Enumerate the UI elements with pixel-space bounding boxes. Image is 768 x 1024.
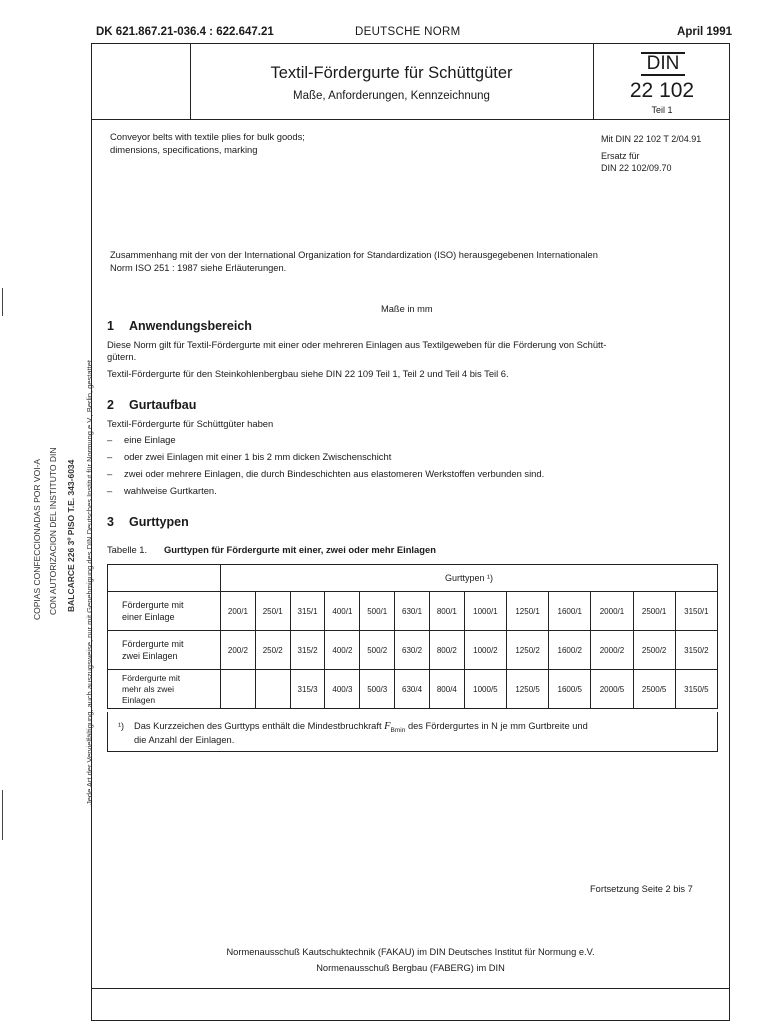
table-header-row	[108, 565, 718, 592]
page-frame	[91, 43, 730, 1021]
table-cell: 800/1	[429, 592, 464, 631]
table-cell: 2500/1	[633, 592, 675, 631]
table-cell	[255, 670, 290, 709]
section-2-heading: Gurtaufbau	[129, 398, 197, 412]
table-cell: 1250/5	[506, 670, 548, 709]
table-cell: 500/1	[360, 592, 395, 631]
footnote-text-a: Das Kurzzeichen des Gurttyps enthält die Mindestbruchkraft	[134, 721, 382, 731]
row-label-line: einer Einlage	[122, 612, 175, 622]
list-dash: –	[107, 451, 113, 462]
row-label	[108, 631, 221, 670]
section-2-intro: Textil-Fördergurte für Schüttgüter haben	[107, 418, 274, 429]
table-cell: 1600/1	[549, 592, 591, 631]
row-label	[108, 670, 221, 709]
table-cell: 2500/5	[633, 670, 675, 709]
table-cell: 1000/5	[464, 670, 506, 709]
units-note: Maße in mm	[381, 304, 433, 314]
list-item-3: zwei oder mehrere Einlagen, die durch Bindeschichten aus elastomeren Werkstoffen verbunden sind.	[124, 468, 545, 479]
table-corner-cell	[108, 565, 221, 592]
table-cell: 200/1	[221, 592, 256, 631]
footer-line-2: Normenausschuß Bergbau (FABERG) im DIN	[316, 963, 505, 973]
table-cell: 3150/5	[675, 670, 717, 709]
table-cell: 1600/2	[549, 631, 591, 670]
list-dash: –	[107, 468, 113, 479]
iso-note-line-2: Norm ISO 251 : 1987 siehe Erläuterungen.	[110, 263, 287, 273]
table-cell: 630/4	[395, 670, 430, 709]
table-cell: 2000/1	[591, 592, 633, 631]
section-1-para-1-line-1: Diese Norm gilt für Textil-Fördergurte mit einer oder mehreren Einlagen aus Textilgeweben für die Förderung von Schütt-	[107, 339, 607, 350]
english-title-line-2: dimensions, specifications, marking	[110, 144, 258, 155]
belt-types-table	[107, 564, 718, 709]
stamp-line-3: BALCARCE 226 3º PISO T.E. 343-6034	[66, 459, 76, 612]
table-cell: 1000/1	[464, 592, 506, 631]
dk-number: DK 621.867.21-036.4 : 622.647.21	[96, 26, 274, 38]
list-dash: –	[107, 434, 113, 445]
table-cell: 3150/1	[675, 592, 717, 631]
table-cell: 630/2	[395, 631, 430, 670]
table-row	[108, 592, 718, 631]
footer-divider	[91, 988, 730, 989]
section-1-heading: Anwendungsbereich	[129, 319, 252, 333]
force-subscript: Bmin	[390, 726, 406, 734]
section-2-number: 2	[107, 398, 114, 412]
table-cell: 400/1	[325, 592, 360, 631]
table-cell: 2000/2	[591, 631, 633, 670]
table-cell: 500/3	[360, 670, 395, 709]
table-cell: 200/2	[221, 631, 256, 670]
table-cell: 315/2	[290, 631, 325, 670]
section-3-number: 3	[107, 515, 114, 529]
table-cell: 400/2	[325, 631, 360, 670]
table-cell: 1000/2	[464, 631, 506, 670]
table-cell: 250/2	[255, 631, 290, 670]
english-title-line-1: Conveyor belts with textile plies for bulk goods;	[110, 131, 305, 142]
list-dash: –	[107, 485, 113, 496]
table-cell: 1250/2	[506, 631, 548, 670]
row-label-line: Einlagen	[122, 694, 156, 705]
footnote-text-b: des Fördergurtes in N je mm Gurtbreite und	[407, 721, 588, 731]
force-symbol: F	[384, 721, 391, 732]
reference-line-1: Mit DIN 22 102 T 2/04.91	[601, 134, 702, 144]
row-label	[108, 592, 221, 631]
copyright-notice: Jede Art der Vervielfältigung, auch auszugsweise, nur mit Genehmigung des DIN Deutsches Institut für Normung e.V., Berlin, gestattet.	[85, 357, 94, 805]
reference-line-2: Ersatz für	[601, 151, 640, 161]
table-cell	[221, 670, 256, 709]
table-caption-prefix: Tabelle 1.	[107, 544, 148, 555]
list-item-4: wahlweise Gurtkarten.	[124, 485, 217, 496]
table-caption: Gurttypen für Fördergurte mit einer, zwei oder mehr Einlagen	[164, 544, 436, 555]
footnote-line-2: die Anzahl der Einlagen.	[134, 735, 235, 745]
table-cell: 3150/2	[675, 631, 717, 670]
section-1-para-1-line-2: gütern.	[107, 351, 137, 362]
norm-type: DEUTSCHE NORM	[355, 26, 461, 38]
table-cell: 400/3	[325, 670, 360, 709]
margin-mark-top	[2, 288, 3, 316]
footnote-mark: ¹)	[118, 721, 124, 731]
document-title: Textil-Fördergurte für Schüttgüter	[270, 64, 513, 82]
table-cell: 800/4	[429, 670, 464, 709]
table-cell: 2500/2	[633, 631, 675, 670]
list-item-2: oder zwei Einlagen mit einer 1 bis 2 mm dicken Zwischenschicht	[124, 451, 392, 462]
list-item-1: eine Einlage	[124, 434, 176, 445]
margin-mark-bottom	[2, 790, 3, 840]
table-cell: 800/2	[429, 631, 464, 670]
stamp-line-1: COPIAS CONFECCIONADAS POR VOI-A	[32, 458, 42, 620]
section-3-heading: Gurttypen	[129, 515, 189, 529]
column-header: Gurttypen ¹)	[221, 565, 718, 592]
din-logo: DIN	[641, 52, 685, 76]
section-1-para-2: Textil-Fördergurte für den Steinkohlenbergbau siehe DIN 22 109 Teil 1, Teil 2 und Teil 4 bis Teil 6.	[107, 368, 509, 379]
row-label-line: Fördergurte mit	[122, 672, 181, 683]
table-cell: 315/3	[290, 670, 325, 709]
reference-line-3: DIN 22 102/09.70	[601, 163, 672, 173]
din-number: 22 102	[629, 79, 695, 102]
publication-date: April 1991	[677, 26, 732, 38]
document-subtitle: Maße, Anforderungen, Kennzeichnung	[293, 90, 490, 102]
table-cell: 1600/5	[549, 670, 591, 709]
row-label-line: Fördergurte mit	[122, 600, 184, 610]
part-number: Teil 1	[651, 105, 673, 115]
table-row	[108, 631, 718, 670]
iso-note-line-1: Zusammenhang mit der von der International Organization for Standardization (ISO) herausgegebenen Internationalen	[110, 250, 598, 260]
stamp-line-2: CON AUTORIZACION DEL INSTITUTO DIN	[48, 447, 58, 615]
table-cell: 2000/5	[591, 670, 633, 709]
table-cell: 250/1	[255, 592, 290, 631]
section-1-number: 1	[107, 319, 114, 333]
table-footnote	[107, 712, 718, 752]
table-row	[108, 670, 718, 709]
table-cell: 315/1	[290, 592, 325, 631]
row-label-line: mehr als zwei	[122, 683, 174, 694]
table-cell: 1250/1	[506, 592, 548, 631]
table-cell: 500/2	[360, 631, 395, 670]
table-cell: 630/1	[395, 592, 430, 631]
row-label-line: Fördergurte mit	[122, 639, 184, 649]
title-block	[91, 43, 730, 120]
title-divider-right	[593, 44, 594, 119]
row-label-line: zwei Einlagen	[122, 651, 178, 661]
footer-line-1: Normenausschuß Kautschuktechnik (FAKAU) im DIN Deutsches Institut für Normung e.V.	[226, 947, 595, 957]
continuation-note: Fortsetzung Seite 2 bis 7	[590, 884, 693, 894]
